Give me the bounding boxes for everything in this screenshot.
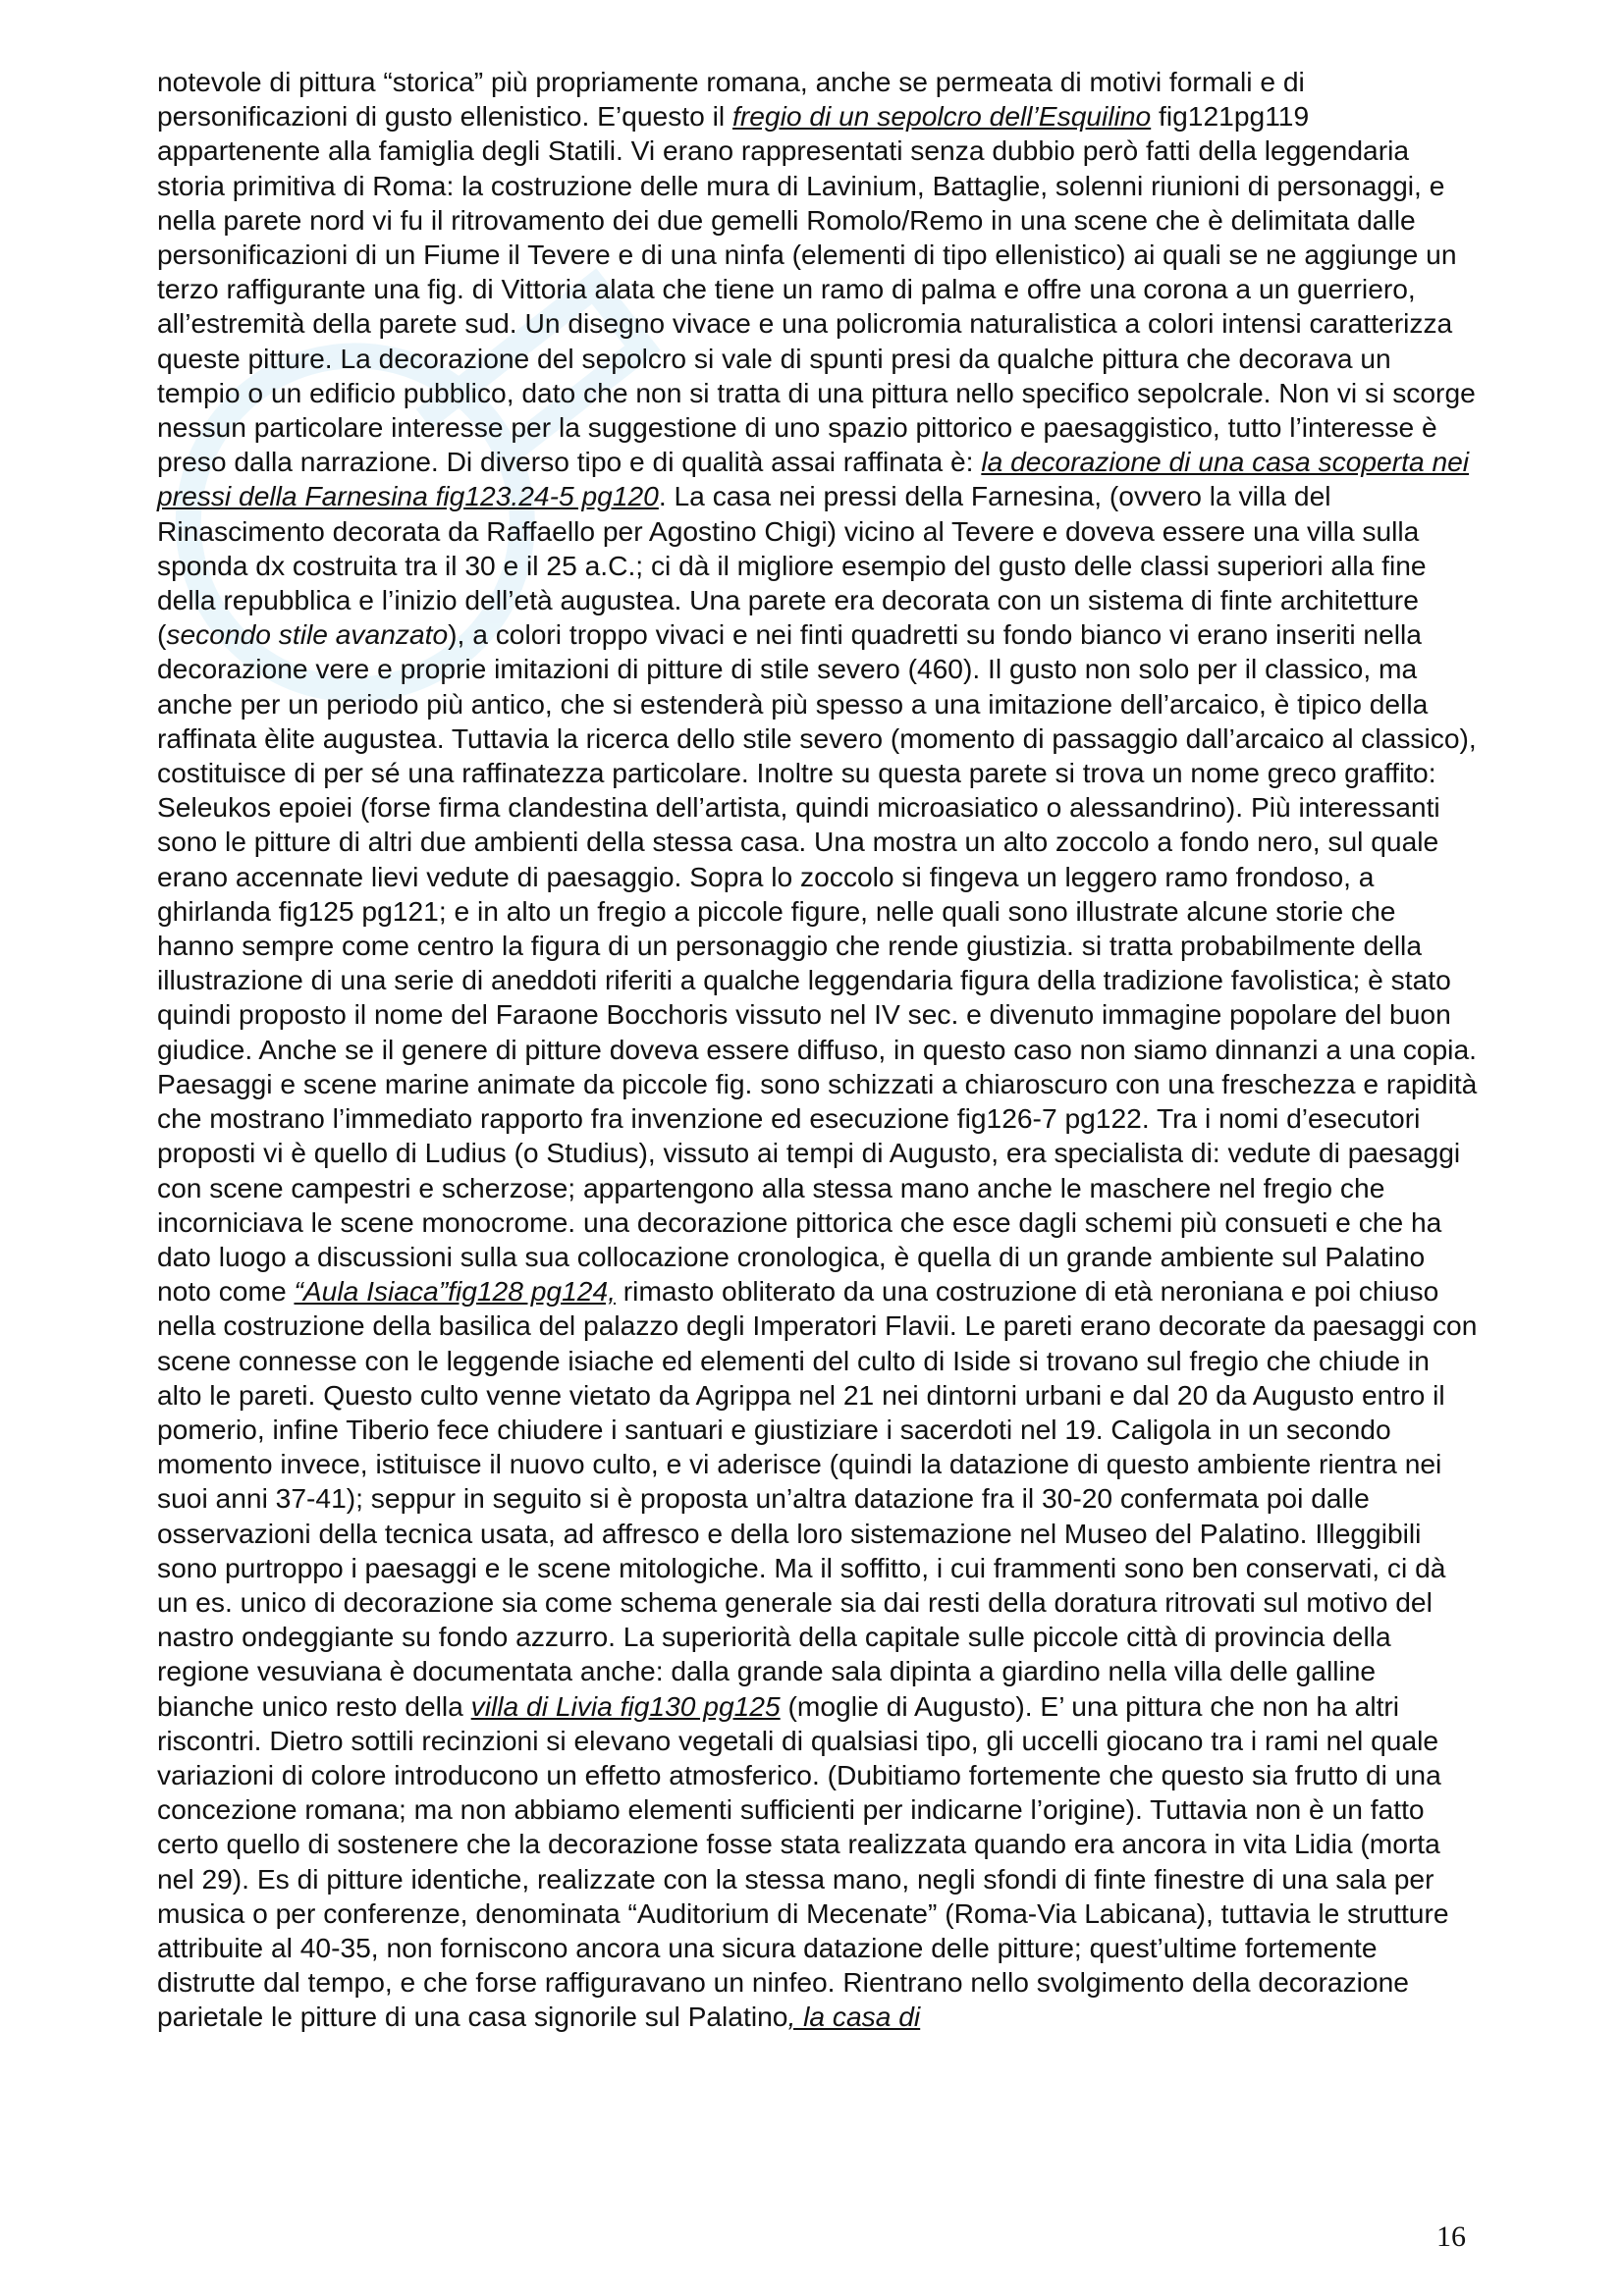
emphasized-text-run: , la casa di xyxy=(787,2001,921,2033)
emphasized-text-run: la decorazione di una casa scoperta nei pressi della Farnesina fig123.24-5 pg120 xyxy=(157,446,1470,512)
emphasized-text-run: fregio di un sepolcro dell’Esquilino xyxy=(732,100,1152,133)
body-text xyxy=(157,65,1478,2035)
text-run: (moglie di Augusto). E’ una pittura che non ha altri riscontri. Dietro sottili recinzioni si elevano vegetali di qualsiasi tipo, gli uccelli giocano tra i rami nel quale variazioni di colore introducono un effetto atmosferico. (Dubitiamo fortemente che questo sia frutto di una concezione romana; ma non abbiamo elementi sufficienti per indicarne l’origine). Tuttavia non è un fatto certo quello di sostenere che la decorazione fosse stata realizzata quando era ancora in vita Lidia (morta nel 29). Es di pitture identiche, realizzate con la stessa mano, negli sfondi di finte finestre di una sala per musica o per conferenze, denominata “Auditorium di Mecenate” (Roma-Via Labicana), tuttavia le strutture attribuite al 40-35, non forniscono ancora una sicura datazione delle pitture; quest’ultime fortemente distrutte dal tempo, e che forse raffiguravano un ninfeo. Rientrano nello svolgimento della decorazione parietale le pitture di una casa signorile sul Palatino xyxy=(157,1689,1449,2033)
text-run: notevole di pittura “storica” più propriamente romana, anche se permeata di motivi formali e di personificazioni di gusto ellenistico. E’questo il xyxy=(157,66,1305,133)
emphasized-text-run: “Aula Isiaca”fig128 pg124, xyxy=(294,1275,616,1308)
text-run: rimasto obliterato da una costruzione di età neroniana e poi chiuso nella costruzione della basilica del palazzo degli Imperatori Flavii. Le pareti erano decorate da paesaggi con scene connesse con le leggende isiache ed elementi del culto di Iside si trovano sul fregio che chiude in alto le pareti. Questo culto venne vietato da Agrippa nel 21 nei dintorni urbani e dal 20 da Augusto entro il pomerio, infine Tiberio fece chiudere i santuari e giustiziare i sacerdoti nel 19. Caligola in un secondo momento invece, istituisce il nuovo culto, e vi aderisce (quindi la datazione di questo ambiente rientra nei suoi anni 37-41); seppur in seguito si è proposta un’altra datazione fra il 30-20 confermata poi dalle osservazioni della tecnica usata, ad affresco e della loro sistemazione nel Museo del Palatino. Illeggibili sono purtroppo i paesaggi e le scene mitologiche. Ma il soffitto, i cui frammenti sono ben conservati, ci dà un es. unico di decorazione sia come schema generale sia dai resti della doratura ritrovati sul motivo del nastro ondeggiante su fondo azzurro. La superiorità della capitale sulle piccole città di provincia della regione vesuviana è documentata anche: dalla grande sala dipinta a giardino nella villa delle galline bianche unico resto della xyxy=(157,1275,1478,1722)
text-run: ), a colori troppo vivaci e nei finti quadretti su fondo bianco vi erano inseriti nella decorazione vere e proprie imitazioni di pitture di stile severo (460). Il gusto non solo per il classico, ma anche per un periodo più antico, che si estenderà più spesso a una imitazione dell’arcaico, è tipico della raffinata èlite augustea. Tuttavia la ricerca dello stile severo (momento di passaggio dall’arcaico al classico), costituisce di per sé una raffinatezza particolare. Inoltre su questa parete si trova un nome greco graffito: Seleukos epoiei (forse firma clandestina dell’artista, quindi microasiatico o alessandrino). Più interessanti sono le pitture di altri due ambienti della stessa casa. Una mostra un alto zoccolo a fondo nero, sul quale erano accennate lievi vedute di paesaggio. Sopra lo zoccolo si fingeva un leggero ramo frondoso, a ghirlanda fig125 pg121; e in alto un fregio a piccole figure, nelle quali sono illustrate alcune storie che hanno sempre come centro la figura di un personaggio che rende giustizia. si tratta probabilmente della illustrazione di una serie di aneddoti riferiti a qualche leggendaria figura della tradizione favolistica; è stato quindi proposto il nome del Faraone Bocchoris vissuto nel IV sec. e divenuto immagine popolare del buon giudice. Anche se il genere di pitture doveva essere diffuso, in questo caso non siamo dinnanzi a una copia. Paesaggi e scene marine animate da piccole fig. sono schizzati a chiaroscuro con una freschezza e rapidità che mostrano l’immediato rapporto fra invenzione ed esecuzione fig126-7 pg122. Tra i nomi d’esecutori proposti vi è quello di Ludius (o Studius), vissuto ai tempi di Augusto, era specialista di: vedute di paesaggi con scene campestri e scherzose; appartengono alla stessa mano anche le maschere nel fregio che incorniciava le scene monocrome. una decorazione pittorica che esce dagli schemi più consueti e che ha dato luogo a discussioni sulla sua collocazione cronologica, è quella di un grande ambiente sul Palatino noto come xyxy=(157,618,1478,1308)
text-run: . La casa nei pressi della Farnesina, (ovvero la villa del Rinascimento decorata da Raffaello per Agostino Chigi) vicino al Tevere e doveva essere una villa sulla sponda dx costruita tra il 30 e il 25 a.C.; ci dà il migliore esempio del gusto delle classi superiori alla fine della repubblica e l’inizio dell’età augustea. Una parete era decorata con un sistema di finte architetture ( xyxy=(157,480,1427,651)
page-number: 16 xyxy=(1436,2220,1466,2253)
text-run: fig121pg119 appartenente alla famiglia degli Statili. Vi erano rappresentati senza dubbio però fatti della leggendaria storia primitiva di Roma: la costruzione delle mura di Lavinium, Battaglie, solenni riunioni di personaggi, e nella parete nord vi fu il ritrovamento dei due gemelli Romolo/Remo in una scene che è delimitata dalle personificazioni di un Fiume il Tevere e di una ninfa (elementi di tipo ellenistico) ai quali se ne aggiunge un terzo raffigurante una fig. di Vittoria alata che tiene un ramo di palma e offre una corona a un guerriero, all’estremità della parete sud. Un disegno vivace e una policromia naturalistica a colori intensi caratterizza queste pitture. La decorazione del sepolcro si vale di spunti presi da qualche pittura che decorava un tempio o un edificio pubblico, dato che non si tratta di una pittura nello specifico sepolcrale. Non vi si scorge nessun particolare interesse per la suggestione di uno spazio pittorico e paesaggistico, tutto l’interesse è preso dalla narrazione. Di diverso tipo e di qualità assai raffinata è: xyxy=(157,100,1476,478)
emphasized-text-run: secondo stile avanzato xyxy=(166,618,449,651)
emphasized-text-run: villa di Livia fig130 pg125 xyxy=(470,1689,781,1722)
paragraph xyxy=(157,65,1478,2035)
